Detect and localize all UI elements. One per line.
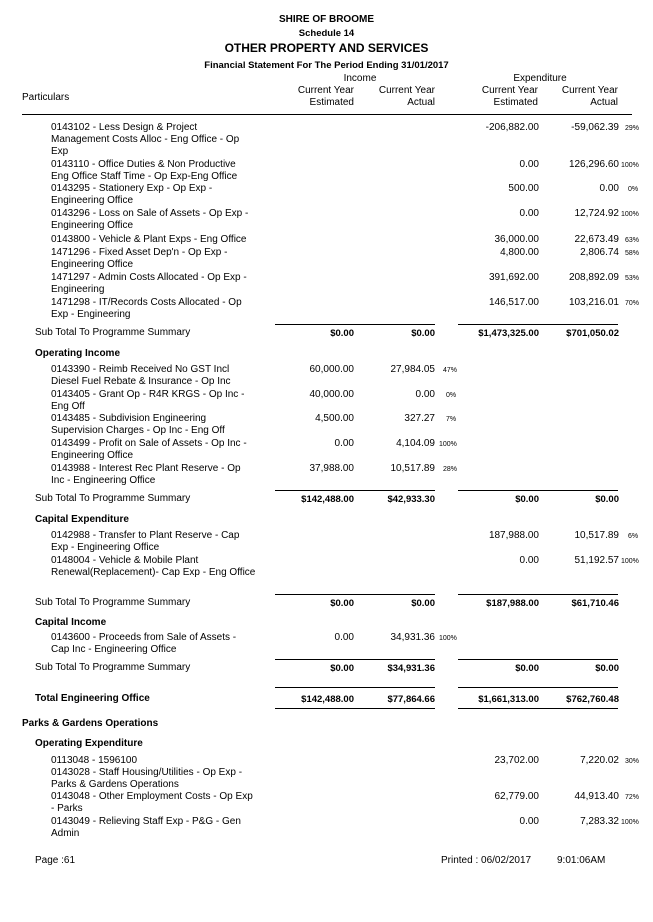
subtotal-exp-estimated: $0.00 (515, 663, 539, 674)
col-income-actual-header (335, 85, 435, 109)
exp-pct: 63% (625, 237, 640, 244)
row-desc: 0143405 - Grant Op - R4R KRGS - Op Inc - Eng Off (51, 389, 245, 413)
inc-estimated: 0.00 (334, 632, 354, 643)
inc-estimated: 0.00 (334, 438, 354, 449)
exp-actual: 103,216.01 (568, 297, 619, 308)
total-income-actual: $77,864.66 (387, 694, 435, 705)
subtotal-label: Sub Total To Programme Summary (35, 662, 191, 673)
subtotal-income-estimated: $0.00 (330, 663, 354, 674)
total-underline-exp (458, 708, 618, 709)
exp-actual: 208,892.09 (568, 272, 619, 283)
printed-time: 9:01:06AM (557, 855, 606, 866)
subtotal-exp-estimated: $1,473,325.00 (478, 328, 539, 339)
inc-actual: 27,984.05 (390, 364, 435, 375)
subtotal-exp-actual: $0.00 (595, 494, 619, 505)
row-desc: 0143048 - Other Employment Costs - Op Exp - Parks (51, 791, 253, 815)
exp-actual: -59,062.39 (571, 122, 619, 133)
row-desc: 0143390 - Reimb Received No GST Incl Diesel Fuel Rebate & Insurance - Op Inc (51, 364, 231, 388)
section-capital-expenditure: Capital Expenditure (35, 514, 129, 525)
row-desc: 1471298 - IT/Records Costs Allocated - Op Exp - Engineering (51, 297, 242, 321)
exp-estimated: 0.00 (519, 159, 539, 170)
total-income-estimated: $142,488.00 (301, 694, 354, 705)
exp-pct: 53% (625, 275, 640, 282)
exp-pct: 100% (621, 162, 639, 169)
section-operating-income: Operating Income (35, 348, 121, 359)
exp-pct: 6% (628, 533, 639, 540)
subtotal-income-estimated: $142,488.00 (301, 494, 354, 505)
exp-estimated: 500.00 (508, 183, 539, 194)
subtotal-exp-estimated: $0.00 (515, 494, 539, 505)
subtotal-income-actual: $0.00 (411, 598, 435, 609)
row-desc: 1471296 - Fixed Asset Dep'n - Op Exp - Engineering Office (51, 247, 228, 271)
inc-actual: 10,517.89 (390, 463, 435, 474)
subtotal-label: Sub Total To Programme Summary (35, 327, 191, 338)
inc-pct: 100% (439, 635, 457, 642)
inc-actual: 34,931.36 (390, 632, 435, 643)
row-desc: 0148004 - Vehicle & Mobile Plant Renewal(Replacement)- Cap Exp - Eng Office (51, 555, 256, 579)
row-desc: 0143600 - Proceeds from Sale of Assets - Cap Inc - Engineering Office (51, 632, 237, 656)
subtotal-income-actual: $0.00 (411, 328, 435, 339)
exp-estimated: 62,779.00 (494, 791, 539, 802)
inc-pct: 28% (443, 466, 458, 473)
total-exp-estimated: $1,661,313.00 (478, 694, 539, 705)
row-desc: 0143049 - Relieving Staff Exp - P&G - Gen Admin (51, 816, 241, 840)
exp-estimated: 187,988.00 (488, 530, 539, 541)
org-name: SHIRE OF BROOME (278, 14, 374, 25)
subtotal-rule-income (275, 659, 435, 660)
page-title: OTHER PROPERTY AND SERVICES (224, 41, 429, 55)
subtotal-rule-exp (458, 324, 618, 325)
exp-pct: 0% (628, 186, 639, 193)
exp-estimated: 36,000.00 (494, 234, 539, 245)
row-desc: 0143102 - Less Design & Project Management Costs Alloc - Eng Office - Op Exp (51, 122, 240, 158)
exp-actual: 0.00 (599, 183, 619, 194)
header-line: Current Year (378, 85, 435, 96)
row-desc: 1471297 - Admin Costs Allocated - Op Exp - Engineering (51, 272, 247, 296)
exp-estimated: 4,800.00 (500, 247, 539, 258)
exp-pct: 70% (625, 300, 640, 307)
subtotal-exp-actual: $0.00 (595, 663, 619, 674)
inc-estimated: 40,000.00 (309, 389, 354, 400)
subtotal-income-estimated: $0.00 (330, 598, 354, 609)
header-line: Estimated (493, 97, 538, 108)
exp-actual: 126,296.60 (568, 159, 619, 170)
header-line: Actual (590, 97, 618, 108)
exp-estimated: -206,882.00 (485, 122, 539, 133)
header-divider (22, 114, 632, 115)
subtotal-label: Sub Total To Programme Summary (35, 597, 191, 608)
exp-estimated: 0.00 (519, 555, 539, 566)
subtotal-exp-actual: $701,050.02 (566, 328, 619, 339)
total-exp-actual: $762,760.48 (566, 694, 619, 705)
inc-estimated: 4,500.00 (315, 413, 354, 424)
subtotal-rule-income (275, 594, 435, 595)
exp-estimated: 146,517.00 (488, 297, 539, 308)
particulars-header: Particulars (22, 92, 70, 103)
header-line: Current Year (561, 85, 618, 96)
section-operating-expenditure: Operating Expenditure (35, 738, 143, 749)
total-label: Total Engineering Office (35, 693, 150, 704)
subtotal-rule-income (275, 324, 435, 325)
row-desc: 0143485 - Subdivision Engineering Supervision Charges - Op Inc - Eng Off (51, 413, 225, 437)
exp-actual: 44,913.40 (574, 791, 619, 802)
printed-date: Printed : 06/02/2017 (441, 855, 532, 866)
exp-actual: 10,517.89 (574, 530, 619, 541)
exp-actual: 22,673.49 (574, 234, 619, 245)
header-line: Estimated (309, 97, 354, 108)
inc-actual: 327.27 (404, 413, 435, 424)
exp-actual: 2,806.74 (580, 247, 619, 258)
header-line: Current Year (481, 85, 538, 96)
exp-actual: 12,724.92 (574, 208, 619, 219)
subtotal-rule-income (275, 490, 435, 491)
exp-pct: 100% (621, 211, 639, 218)
row-desc: 0143800 - Vehicle & Plant Exps - Eng Office (51, 234, 247, 245)
subtotal-income-actual: $42,933.30 (387, 494, 435, 505)
row-desc: 0143110 - Office Duties & Non Productive Eng Office Staff Time - Op Exp-Eng Office (51, 159, 238, 183)
header-line: Actual (407, 97, 435, 108)
page-number: Page :61 (35, 855, 76, 866)
subtotal-rule-exp (458, 490, 618, 491)
subtotal-label: Sub Total To Programme Summary (35, 493, 191, 504)
expenditure-group-label: Expenditure (513, 73, 567, 84)
inc-estimated: 37,988.00 (309, 463, 354, 474)
inc-pct: 7% (446, 416, 457, 423)
exp-estimated: 391,692.00 (488, 272, 539, 283)
row-desc: 0143499 - Profit on Sale of Assets - Op Inc - Engineering Office (51, 438, 247, 462)
exp-pct: 58% (625, 250, 640, 257)
exp-pct: 100% (621, 819, 639, 826)
header-line: Current Year (297, 85, 354, 96)
subtotal-income-estimated: $0.00 (330, 328, 354, 339)
exp-pct: 100% (621, 558, 639, 565)
section-parks-gardens: Parks & Gardens Operations (22, 718, 159, 729)
exp-actual: 7,283.32 (580, 816, 619, 827)
inc-pct: 47% (443, 367, 458, 374)
total-rule-exp (458, 687, 618, 688)
subtotal-exp-estimated: $187,988.00 (486, 598, 539, 609)
row-desc: 0142988 - Transfer to Plant Reserve - Cap Exp - Engineering Office (51, 530, 240, 554)
exp-estimated: 23,702.00 (494, 755, 539, 766)
exp-actual: 51,192.57 (574, 555, 619, 566)
page-subtitle: Financial Statement For The Period Ending 31/01/2017 (204, 60, 449, 71)
inc-pct: 0% (446, 392, 457, 399)
row-desc: 0143028 - Staff Housing/Utilities - Op Exp - Parks & Gardens Operations (51, 767, 243, 791)
subtotal-rule-exp (458, 594, 618, 595)
exp-estimated: 0.00 (519, 208, 539, 219)
row-desc: 0143988 - Interest Rec Plant Reserve - Op Inc - Engineering Office (51, 463, 241, 487)
subtotal-income-actual: $34,931.36 (387, 663, 435, 674)
exp-actual: 7,220.02 (580, 755, 619, 766)
exp-pct: 72% (625, 794, 640, 801)
row-desc: 0143295 - Stationery Exp - Op Exp - Engineering Office (51, 183, 213, 207)
exp-pct: 29% (625, 125, 640, 132)
section-capital-income: Capital Income (35, 617, 107, 628)
total-rule-income (275, 687, 435, 688)
inc-estimated: 60,000.00 (309, 364, 354, 375)
inc-pct: 100% (439, 441, 457, 448)
col-exp-actual-header (518, 85, 618, 109)
total-underline-income (275, 708, 435, 709)
inc-actual: 0.00 (415, 389, 435, 400)
exp-pct: 30% (625, 758, 640, 765)
exp-estimated: 0.00 (519, 816, 539, 827)
row-desc: 0113048 - 1596100 (51, 755, 138, 766)
schedule-label: Schedule 14 (298, 28, 355, 39)
subtotal-rule-exp (458, 659, 618, 660)
income-group-label: Income (343, 73, 377, 84)
row-desc: 0143296 - Loss on Sale of Assets - Op Exp - Engineering Office (51, 208, 249, 232)
subtotal-exp-actual: $61,710.46 (571, 598, 619, 609)
inc-actual: 4,104.09 (396, 438, 435, 449)
